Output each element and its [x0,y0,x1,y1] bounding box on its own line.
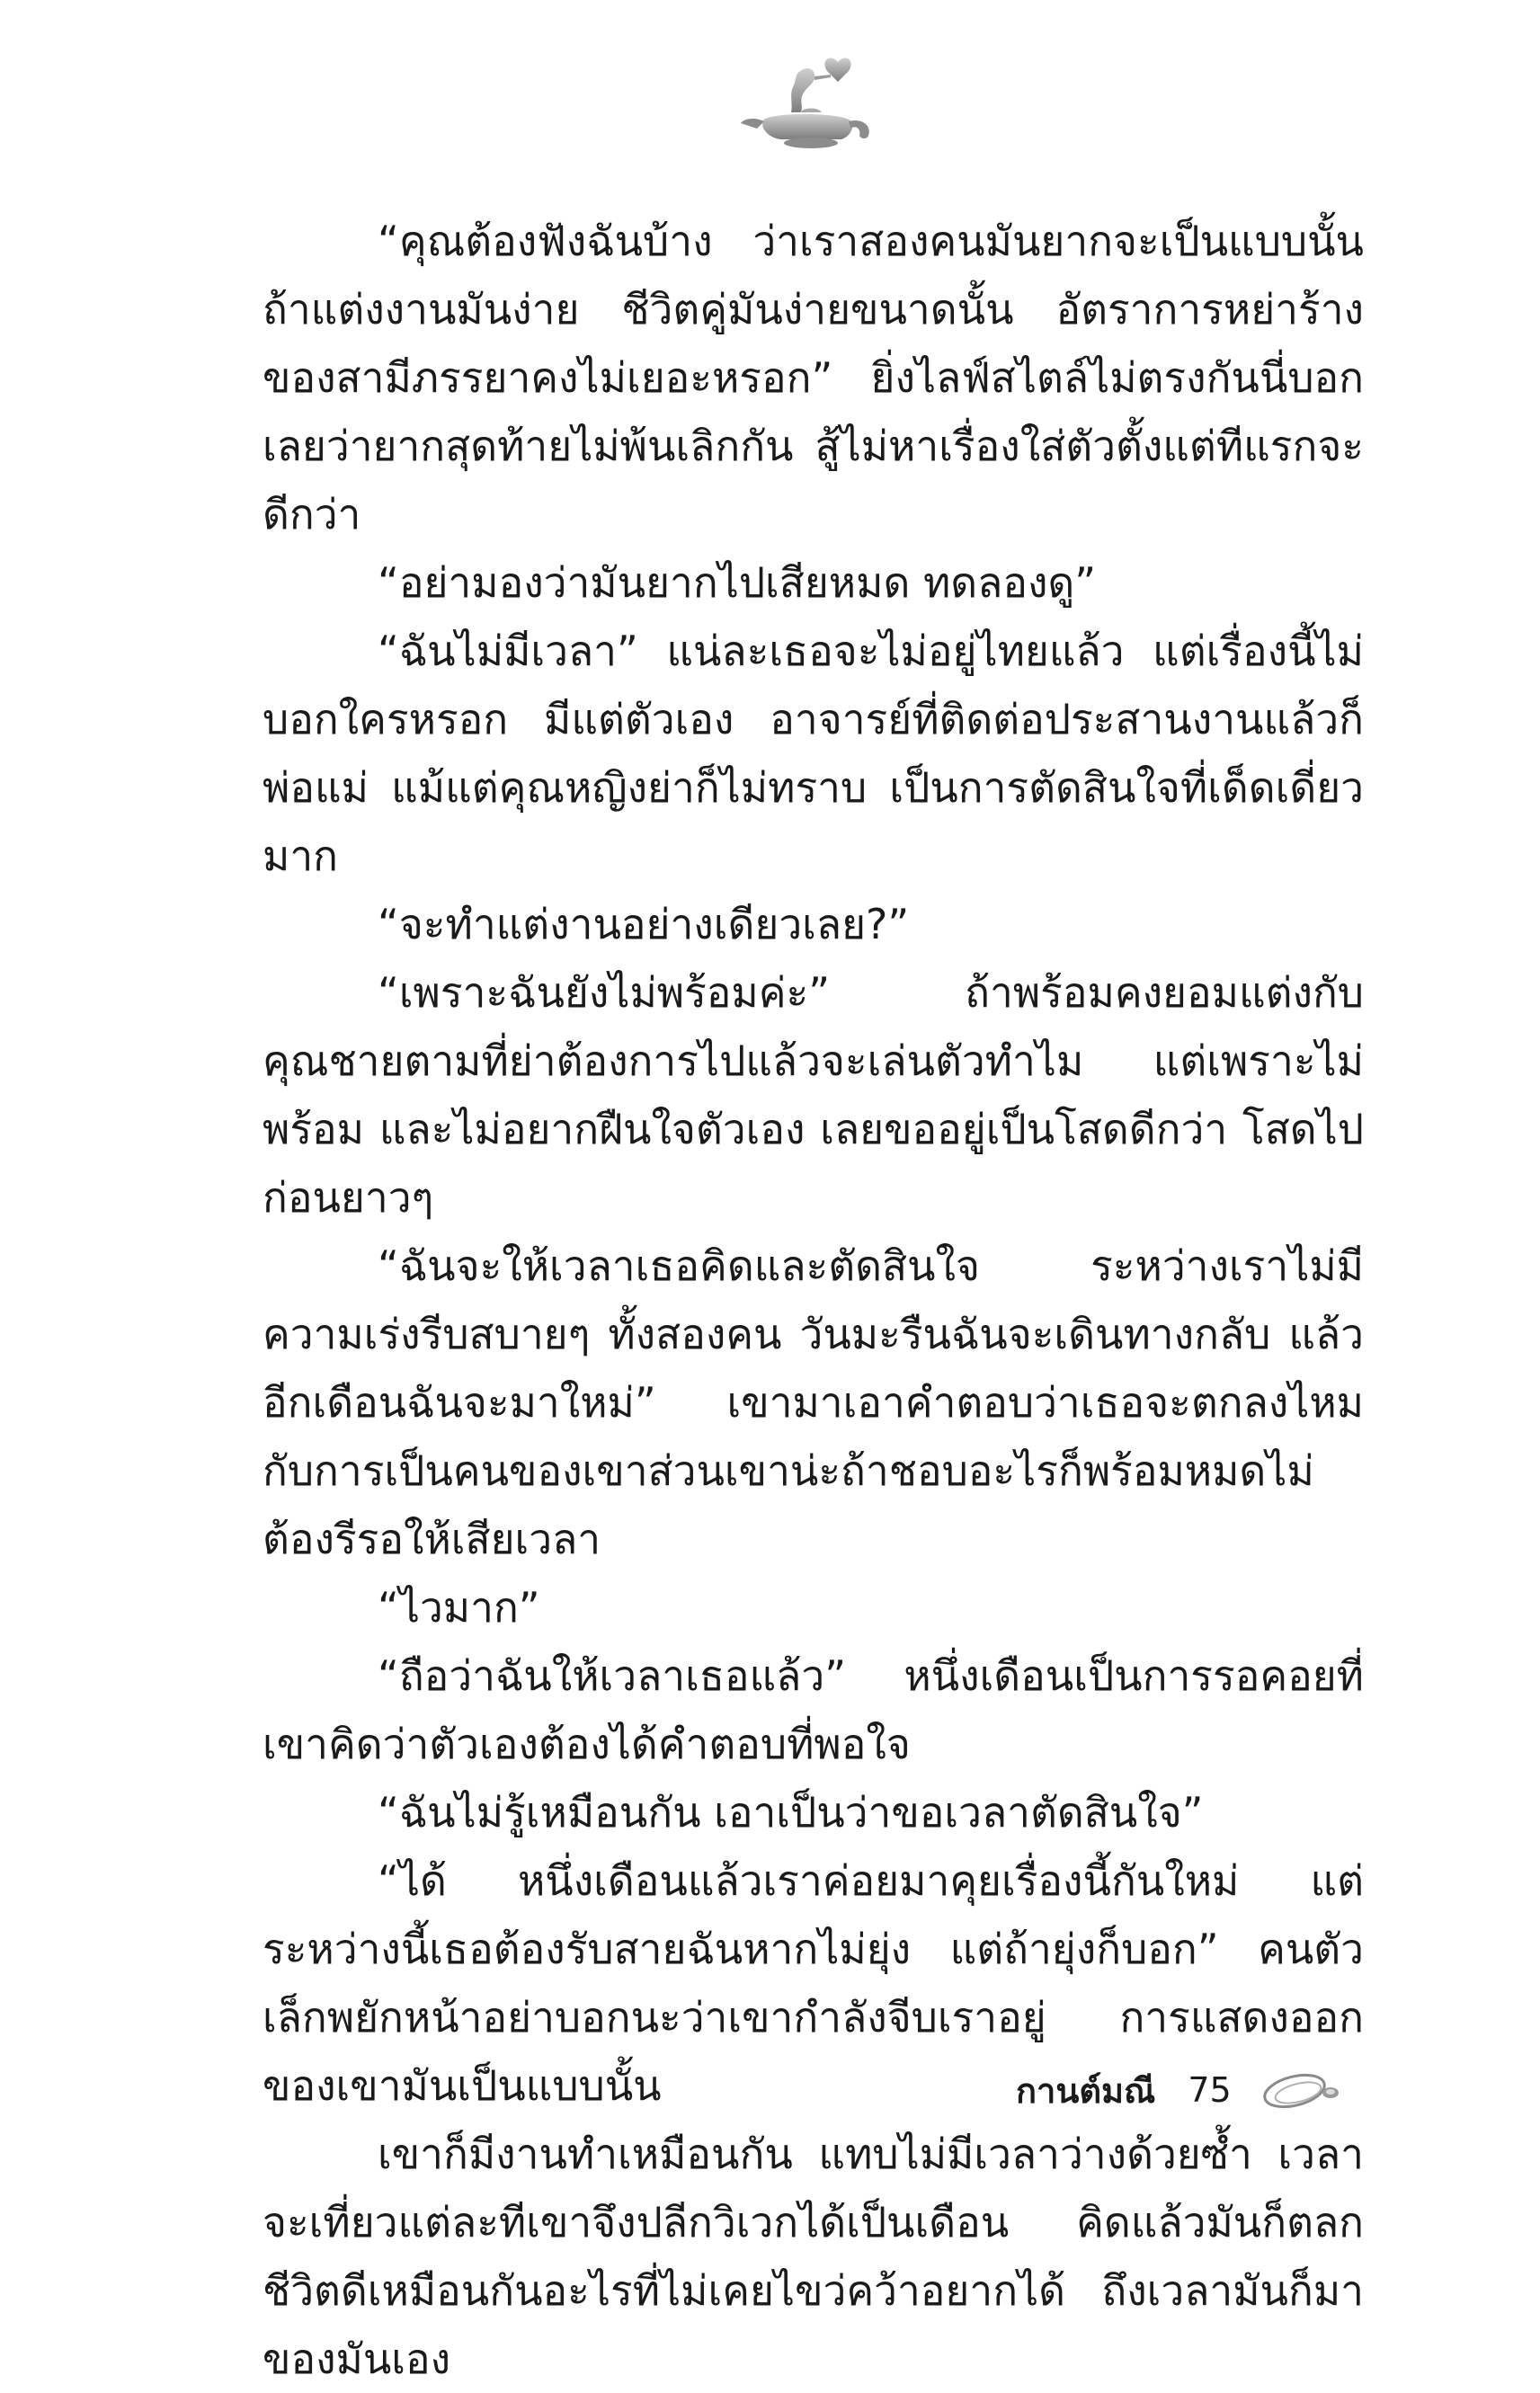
paragraph: “ฉันไม่มีเวลา” แน่ละเธอจะไม่อยู่ไทยแล้ว แต่เรื่องนี้ไม่บอกใครหรอก มีแต่ตัวเอง อาจารย์ที่ติดต่อประสานงานแล้วก็พ่อแม่ แม้แต่คุณหญิงย่าก็ไม่ทราบ เป็นการตัดสินใจที่เด็ดเดี่ยวมาก [263,627,1364,880]
paragraph: เขาก็มีงานทำเหมือนกัน แทบไม่มีเวลาว่างด้วยซ้ำ เวลาจะเที่ยวแต่ละทีเขาจึงปลีกวิเวกได้เป็นเดือน คิดแล้วมันก็ตลกชีวิตดีเหมือนกันอะไรที่ไม่เคยไขว่คว้าอยากได้ ถึงเวลามันก็มาของมันเอง [263,2130,1364,2383]
page-footer [1016,2054,1393,2126]
teapot-ornament-icon [737,49,881,157]
header-ornament [737,49,881,157]
paragraph: “ฉันไม่รู้เหมือนกัน เอาเป็นว่าขอเวลาตัดสินใจ” [378,1788,1204,1837]
ring-ornament-icon [1259,2066,1345,2114]
page-number: 75 [1188,2070,1232,2110]
running-title: กานต์มณี [1016,2070,1156,2111]
paragraph: “ไวมาก” [378,1583,540,1632]
paragraph: “จะทำแต่งานอย่างเดียวเลย?” [378,900,910,948]
paragraph: “คุณต้องฟังฉันบ้าง ว่าเราสองคนมันยากจะเป็นแบบนั้น ถ้าแต่งงานมันง่าย ชีวิตคู่มันง่ายขนาดนั้น อัตราการหย่าร้างของสามีภรรยาคงไม่เยอะหรอก” ยิ่งไลฟ์สไตล์ไม่ตรงกันนี่บอกเลยว่ายากสุดท้ายไม่พ้นเลิกกัน สู้ไม่หาเรื่องใส่ตัวตั้งแต่ทีแรกจะดีกว่า [263,217,1364,538]
paragraph: “ได้ หนึ่งเดือนแล้วเราค่อยมาคุยเรื่องนี้กันใหม่ แต่ระหว่างนี้เธอต้องรับสายฉันหากไม่ยุ่ง แต่ถ้ายุ่งก็บอก” คนตัวเล็กพยักหน้าอย่าบอกนะว่าเขากำลังจีบเราอยู่ การแสดงออกของเขามันเป็นแบบนั้น [263,1856,1364,2110]
paragraph: “อย่ามองว่ามันยากไปเสียหมด ทดลองดู” [378,558,1097,607]
paragraph: “เพราะฉันยังไม่พร้อมค่ะ” ถ้าพร้อมคงยอมแต่งกับคุณชายตามที่ย่าต้องการไปแล้วจะเล่นตัวทำไม แต่เพราะไม่พร้อม และไม่อยากฝืนใจตัวเอง เลยขออยู่เป็นโสดดีกว่า โสดไปก่อนยาวๆ [263,968,1364,1222]
paragraph: “ฉันจะให้เวลาเธอคิดและตัดสินใจ ระหว่างเราไม่มีความเร่งรีบสบายๆ ทั้งสองคน วันมะรืนฉันจะเดินทางกลับ แล้วอีกเดือนฉันจะมาใหม่” เขามาเอาคำตอบว่าเธอจะตกลงไหม กับการเป็นคนของเขาส่วนเขาน่ะถ้าชอบอะไรก็พร้อมหมดไม่ต้องรีรอให้เสียเวลา [263,1241,1364,1563]
paragraph: “ถือว่าฉันให้เวลาเธอแล้ว” หนึ่งเดือนเป็นการรอคอยที่เขาคิดว่าตัวเองต้องได้คำตอบที่พอใจ [263,1651,1364,1768]
